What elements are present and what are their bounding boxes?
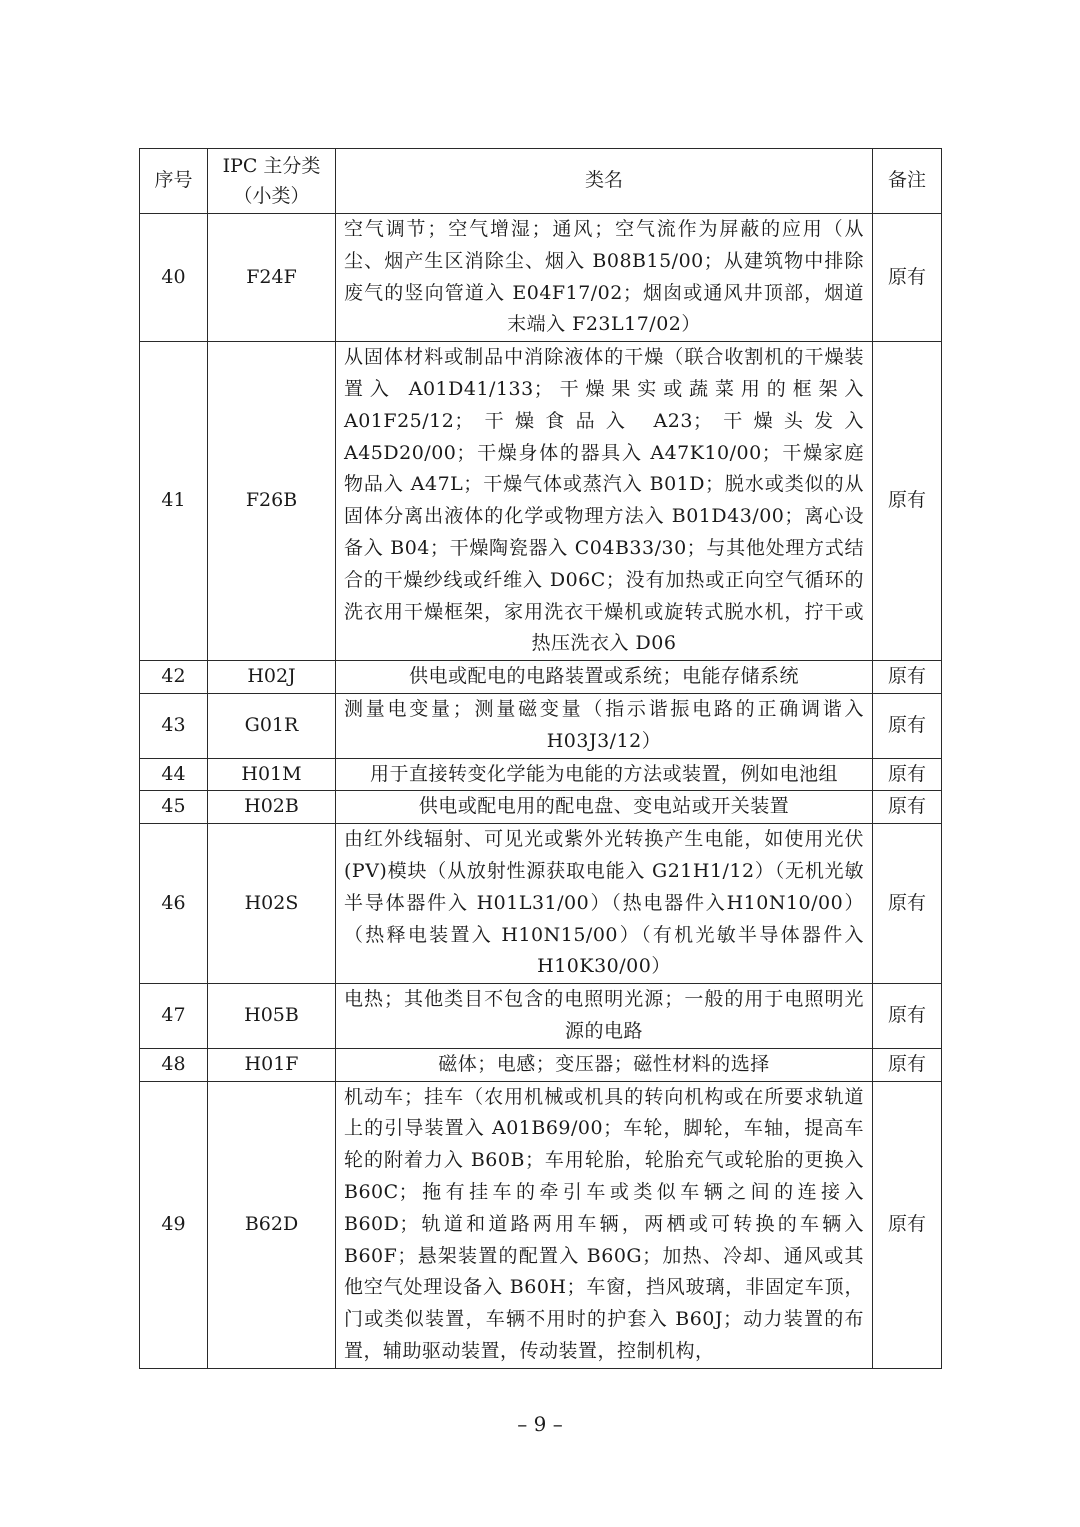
header-seq: 序号 [140, 149, 208, 214]
table-row [140, 758, 942, 791]
row-note: 原有 [873, 1081, 942, 1368]
header-ipc [208, 149, 336, 214]
row-seq: 42 [140, 661, 208, 694]
row-note: 原有 [873, 214, 942, 342]
row-seq: 48 [140, 1048, 208, 1081]
header-ipc-line1: IPC 主分类 [222, 155, 321, 177]
table-row [140, 824, 942, 984]
row-ipc-code: H02B [208, 791, 336, 824]
row-seq: 44 [140, 758, 208, 791]
table-row [140, 1048, 942, 1081]
table-header-row [140, 149, 942, 214]
row-seq: 45 [140, 791, 208, 824]
row-class-name: 测量电变量；测量磁变量（指示谐振电路的正确调谐入H03J3/12） [336, 693, 873, 758]
table-row [140, 984, 942, 1049]
row-ipc-code: H01F [208, 1048, 336, 1081]
row-note: 原有 [873, 791, 942, 824]
row-ipc-code: H05B [208, 984, 336, 1049]
row-seq: 41 [140, 342, 208, 661]
row-class-name: 磁体；电感；变压器；磁性材料的选择 [336, 1048, 873, 1081]
header-ipc-line2: （小类） [233, 185, 310, 207]
row-note: 原有 [873, 824, 942, 984]
row-seq: 43 [140, 693, 208, 758]
header-note: 备注 [873, 149, 942, 214]
table-row [140, 214, 942, 342]
row-note: 原有 [873, 342, 942, 661]
row-note: 原有 [873, 758, 942, 791]
row-seq: 47 [140, 984, 208, 1049]
table-row [140, 791, 942, 824]
row-class-name: 供电或配电的电路装置或系统；电能存储系统 [336, 661, 873, 694]
row-ipc-code: G01R [208, 693, 336, 758]
row-class-name: 用于直接转变化学能为电能的方法或装置，例如电池组 [336, 758, 873, 791]
row-ipc-code: F24F [208, 214, 336, 342]
row-note: 原有 [873, 984, 942, 1049]
row-class-name: 从固体材料或制品中消除液体的干燥（联合收割机的干燥装置入 A01D41/133；干燥果实或蔬菜用的框架入A01F25/12；干燥食品入 A23；干燥头发入 A45D20/00；干燥身体的器具入 A47K10/00；干燥家庭物品入 A47L；干燥气体或蒸汽入 B01D；脱水或类似的从固体分离出液体的化学或物理方法入 B01D43/00；离心设备入 B04；干燥陶瓷器入 C04B33/30；与其他处理方式结合的干燥纱线或纤维入 D06C；没有加热或正向空气循环的洗衣用干燥框架，家用洗衣干燥机或旋转式脱水机，拧干或热压洗衣入 D06 [336, 342, 873, 661]
row-note: 原有 [873, 693, 942, 758]
row-ipc-code: H01M [208, 758, 336, 791]
row-ipc-code: H02S [208, 824, 336, 984]
row-ipc-code: F26B [208, 342, 336, 661]
row-seq: 40 [140, 214, 208, 342]
row-seq: 46 [140, 824, 208, 984]
row-seq: 49 [140, 1081, 208, 1368]
table-row [140, 1081, 942, 1368]
table-row [140, 693, 942, 758]
row-class-name: 机动车；挂车（农用机械或机具的转向机构或在所要求轨道上的引导装置入 A01B69/00；车轮，脚轮，车轴，提高车轮的附着力入 B60B；车用轮胎，轮胎充气或轮胎的更换入 B60C；拖有挂车的牵引车或类似车辆之间的连接入 B60D；轨道和道路两用车辆，两栖或可转换的车辆入 B60F；悬架装置的配置入 B60G；加热、冷却、通风或其他空气处理设备入 B60H；车窗，挡风玻璃，非固定车顶，门或类似装置，车辆不用时的护套入 B60J；动力装置的布置，辅助驱动装置，传动装置，控制机构， [336, 1081, 873, 1368]
row-ipc-code: H02J [208, 661, 336, 694]
row-class-name: 电热；其他类目不包含的电照明光源；一般的用于电照明光源的电路 [336, 984, 873, 1049]
table-row [140, 661, 942, 694]
header-name: 类名 [336, 149, 873, 214]
page-number: – 9 – [517, 1412, 563, 1436]
row-ipc-code: B62D [208, 1081, 336, 1368]
row-class-name: 由红外线辐射、可见光或紫外光转换产生电能，如使用光伏(PV)模块（从放射性源获取电能入 G21H1/12）（无机光敏半导体器件入 H01L31/00）（热电器件入H10N10/00）（热释电装置入 H10N15/00）（有机光敏半导体器件入 H10K30/00） [336, 824, 873, 984]
row-note: 原有 [873, 1048, 942, 1081]
ipc-classification-table [139, 148, 942, 1369]
row-note: 原有 [873, 661, 942, 694]
row-class-name: 供电或配电用的配电盘、变电站或开关装置 [336, 791, 873, 824]
table-row [140, 342, 942, 661]
row-class-name: 空气调节；空气增湿；通风；空气流作为屏蔽的应用（从尘、烟产生区消除尘、烟入 B08B15/00；从建筑物中排除废气的竖向管道入 E04F17/02；烟囱或通风井顶部，烟道末端入 F23L17/02） [336, 214, 873, 342]
